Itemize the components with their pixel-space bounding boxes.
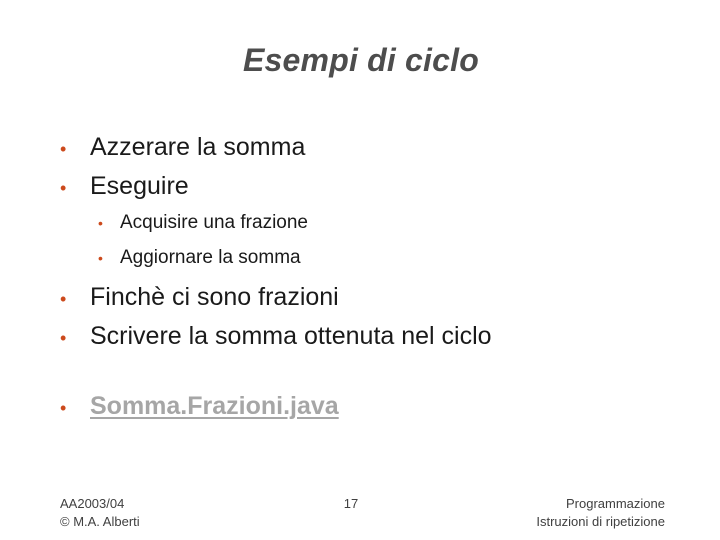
bullet-item-scrivere — [60, 322, 492, 351]
bullet-icon: • — [60, 139, 67, 159]
slide-title-text: Esempi di ciclo — [243, 42, 479, 78]
footer-right — [536, 495, 665, 531]
slide-title — [0, 42, 720, 79]
sub-bullet-item-acquisire — [98, 212, 308, 234]
bullet-icon: • — [60, 289, 67, 309]
bullet-icon: • — [60, 178, 67, 198]
footer-course: Programmazione — [566, 496, 665, 511]
bullet-item-link — [60, 392, 339, 421]
java-file-link[interactable]: Somma.Frazioni.java — [90, 392, 339, 420]
page-number: 17 — [343, 496, 359, 511]
bullet-icon: • — [98, 215, 103, 231]
bullet-text: Finchè ci sono frazioni — [90, 283, 339, 311]
footer-academic-year: AA2003/04 — [60, 496, 125, 511]
footer-topic: Istruzioni di ripetizione — [536, 514, 665, 529]
footer-author: © M.A. Alberti — [60, 514, 140, 529]
bullet-text: Scrivere la somma ottenuta nel ciclo — [90, 322, 492, 350]
bullet-item-finche — [60, 283, 339, 312]
sub-bullet-item-aggiornare — [98, 247, 301, 269]
bullet-item-eseguire — [60, 172, 189, 201]
bullet-icon: • — [60, 398, 67, 418]
sub-bullet-text: Aggiornare la somma — [120, 247, 301, 268]
bullet-icon: • — [60, 328, 67, 348]
bullet-text: Azzerare la somma — [90, 133, 306, 161]
bullet-text: Eseguire — [90, 172, 189, 200]
bullet-icon: • — [98, 250, 103, 266]
sub-bullet-text: Acquisire una frazione — [120, 212, 308, 233]
bullet-item-azzerare — [60, 133, 305, 162]
